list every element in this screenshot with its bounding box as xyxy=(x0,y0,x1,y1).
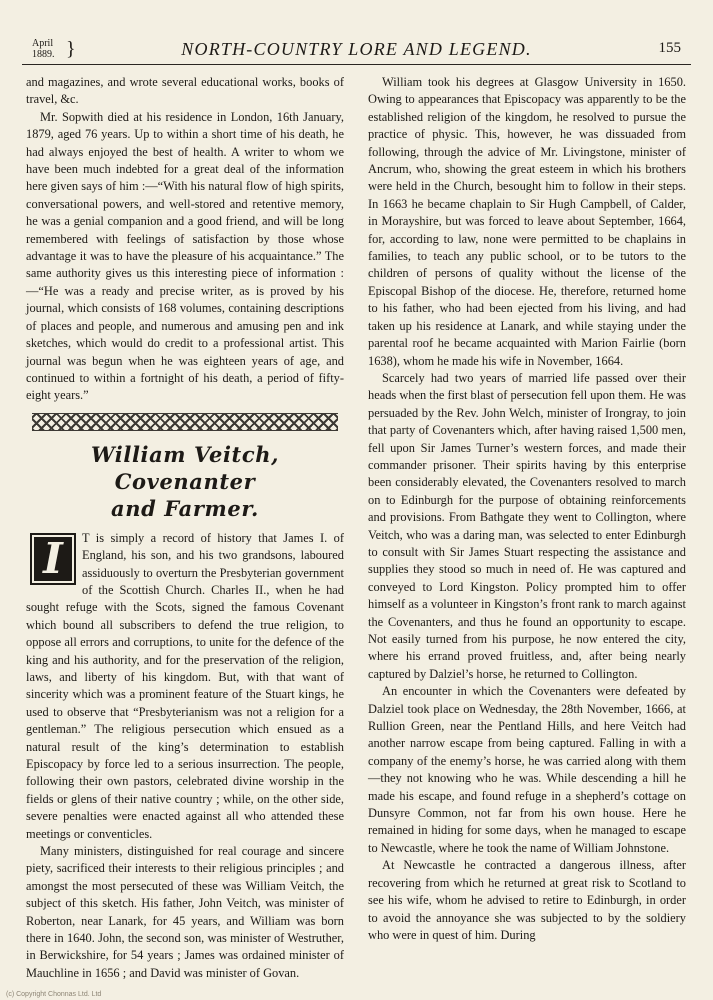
paragraph: An encounter in which the Covenanters were defeated by Dalziel took place on Wednesday, the 28th November, 1666, at Rullion Green, near the Pentland Hills, and here Veitch had another narrow escape from being captured. Falling in with a company of the enemy’s horse, he was carried along with them—they not knowing who he was. While descending a hill he made his escape, and found refuge in a shepherd’s cottage on Dunsyre Common, not far from his own house. Here he remained in hiding for some days, when he managed to escape to Newcastle, where he took the name of William Johnstone. xyxy=(368,684,686,855)
paragraph: T is simply a record of history that James I. of England, his son, and his two grandsons, laboured assiduously to overturn the Presbyterian government of the Scottish Church. Charles II., when he had sought refuge with the Scots, signed the famous Covenant which bound all subscribers to defend the true religion, to oppose all errors and corruptions, to unite for the defence of the king and his authority, and for the preservation of the religion, laws, and liberty of his kingdom. But, with that want of sincerity which was a prominent feature of the Stuart kings, he used to observe that “Presbyterianism was not a religion for a gentleman.” The religious persecution which ensued as a natural result of the king’s determination to establish Episcopacy by force led to a serious insurrection. The people, following their own pastors, celebrated divine worship in the fields or glens of their native country ; while, on the other side, severe penalties were enacted against all who attended these meetings or conventicles. xyxy=(26,530,344,841)
paragraph: and magazines, and wrote several educational works, books of travel, &c. xyxy=(26,75,344,107)
copyright-notice: (c) Copyright Chonnas Ltd. Ltd xyxy=(6,991,102,998)
left-column xyxy=(26,74,344,982)
article-title-line: William Veitch, Covenanter xyxy=(90,441,280,494)
paragraph: At Newcastle he contracted a dangerous illness, after recovering from which he returned at great risk to Scotland to see his wife, whom he advised to retire to Edinburgh, in order to avoid the annoyance she was subjected to by the soldiery who were in quest of him. During xyxy=(368,858,686,942)
right-column xyxy=(368,74,686,944)
page-number: 155 xyxy=(658,40,681,56)
opening-paragraph xyxy=(26,530,344,843)
brace-glyph: } xyxy=(66,38,76,60)
paragraph: Mr. Sopwith died at his residence in London, 16th January, 1879, aged 76 years. Up to within a short time of his death, he had always enjoyed the best of health. A writer to whom we have been much indebted for a great deal of the information here given says of him :—“With his natural flow of high spirits, conversational powers, and well-stored and retentive memory, he was a genial companion and a good friend, and will be long remembered with feelings of satisfaction by those whose advantage it was to have the pleasure of his acquaintance.” The same authority gives us this interesting piece of information :—“He was a ready and precise writer, as is proved by his journal, which consists of 168 volumes, containing descriptions of places and people, and numerous and amusing pen and ink sketches, which would do credit to a professional artist. This journal was begun when he was eighteen years of age, and continued to within a fortnight of his death, a period of fifty-eight years.” xyxy=(26,109,344,403)
article-title-line: and Farmer. xyxy=(111,495,259,521)
running-header xyxy=(22,38,691,65)
paragraph: Scarcely had two years of married life passed over their heads when the first blast of persecution fell upon them. He was persuaded by the Rev. John Welch, minister of Irongray, to join that party of Covenanters which, after having raised 1,500 men, fell upon Sir James Turner’s western forces, and made their commander prisoner. Their spirits having by this enterprise been considerably elevated, the Covenanters resolved to march on to Edinburgh for the purpose of obtaining reinforcements and provisions. From Bathgate they went to Collington, where Veitch, who was a daring man, was selected to enter Edinburgh to consult with Sir James Stuart respecting the assistance and supplies they stood so much in need of. He was captured and conveyed to Lord Kingston. Policy prompted him to offer himself as a volunteer in Kingston’s front rank to march against the Covenanters, and thus he found an opportunity to escape. Not easily turned from his purpose, he now entered the city, where his errand proved fruitless, and, after being nearly captured by Dalziel’s horse, he returned to Collington. xyxy=(368,370,686,681)
ornamental-rule xyxy=(32,413,338,431)
drop-cap: I xyxy=(30,533,76,585)
paragraph: William took his degrees at Glasgow University in 1650. Owing to appearances that Episcopacy was apparently to be the established religion of the kingdom, he resolved to pursue the practice of physic. This, however, he was dissuaded from following, through the advice of Mr. Livingstone, minister of Ancrum, who, showing the great esteem in which his brothers were held in the Church, besought him to follow in their steps. In 1663 he became chaplain to Sir Hugh Campbell, of Calder, in Morayshire, but was forced to leave about September, 1664, for, according to law, none were permitted to be chaplains in families, to teach any public school, or to be tutors to the children of persons of quality without the license of the Episcopal Bishop of the diocese. He, therefore, returned home to his father, who had been ejected from his living, and had taken up his residence at Lanark, and while staying under the parental roof he became acquainted with Marion Fairlie (born 1638), whom he made his wife in November, 1664. xyxy=(368,75,686,368)
issue-month: April xyxy=(32,38,54,49)
journal-title: NORTH-COUNTRY LORE AND LEGEND. xyxy=(181,39,532,59)
issue-year: 1889. xyxy=(32,49,55,60)
article-title xyxy=(26,441,344,522)
paragraph: Many ministers, distinguished for real courage and sincere piety, sacrificed their interests to their religious principles ; and amongst the most persecuted of these was William Veitch, the subject of this sketch. His father, John Veitch, was minister of Roberton, near Lanark, for 45 years, and William was born there in 1640. John, the second son, was minister of Westruther, in Berwickshire, for 54 years ; James was ordained minister of Mauchline in 1656 ; and David was minister of Govan. xyxy=(26,844,344,980)
